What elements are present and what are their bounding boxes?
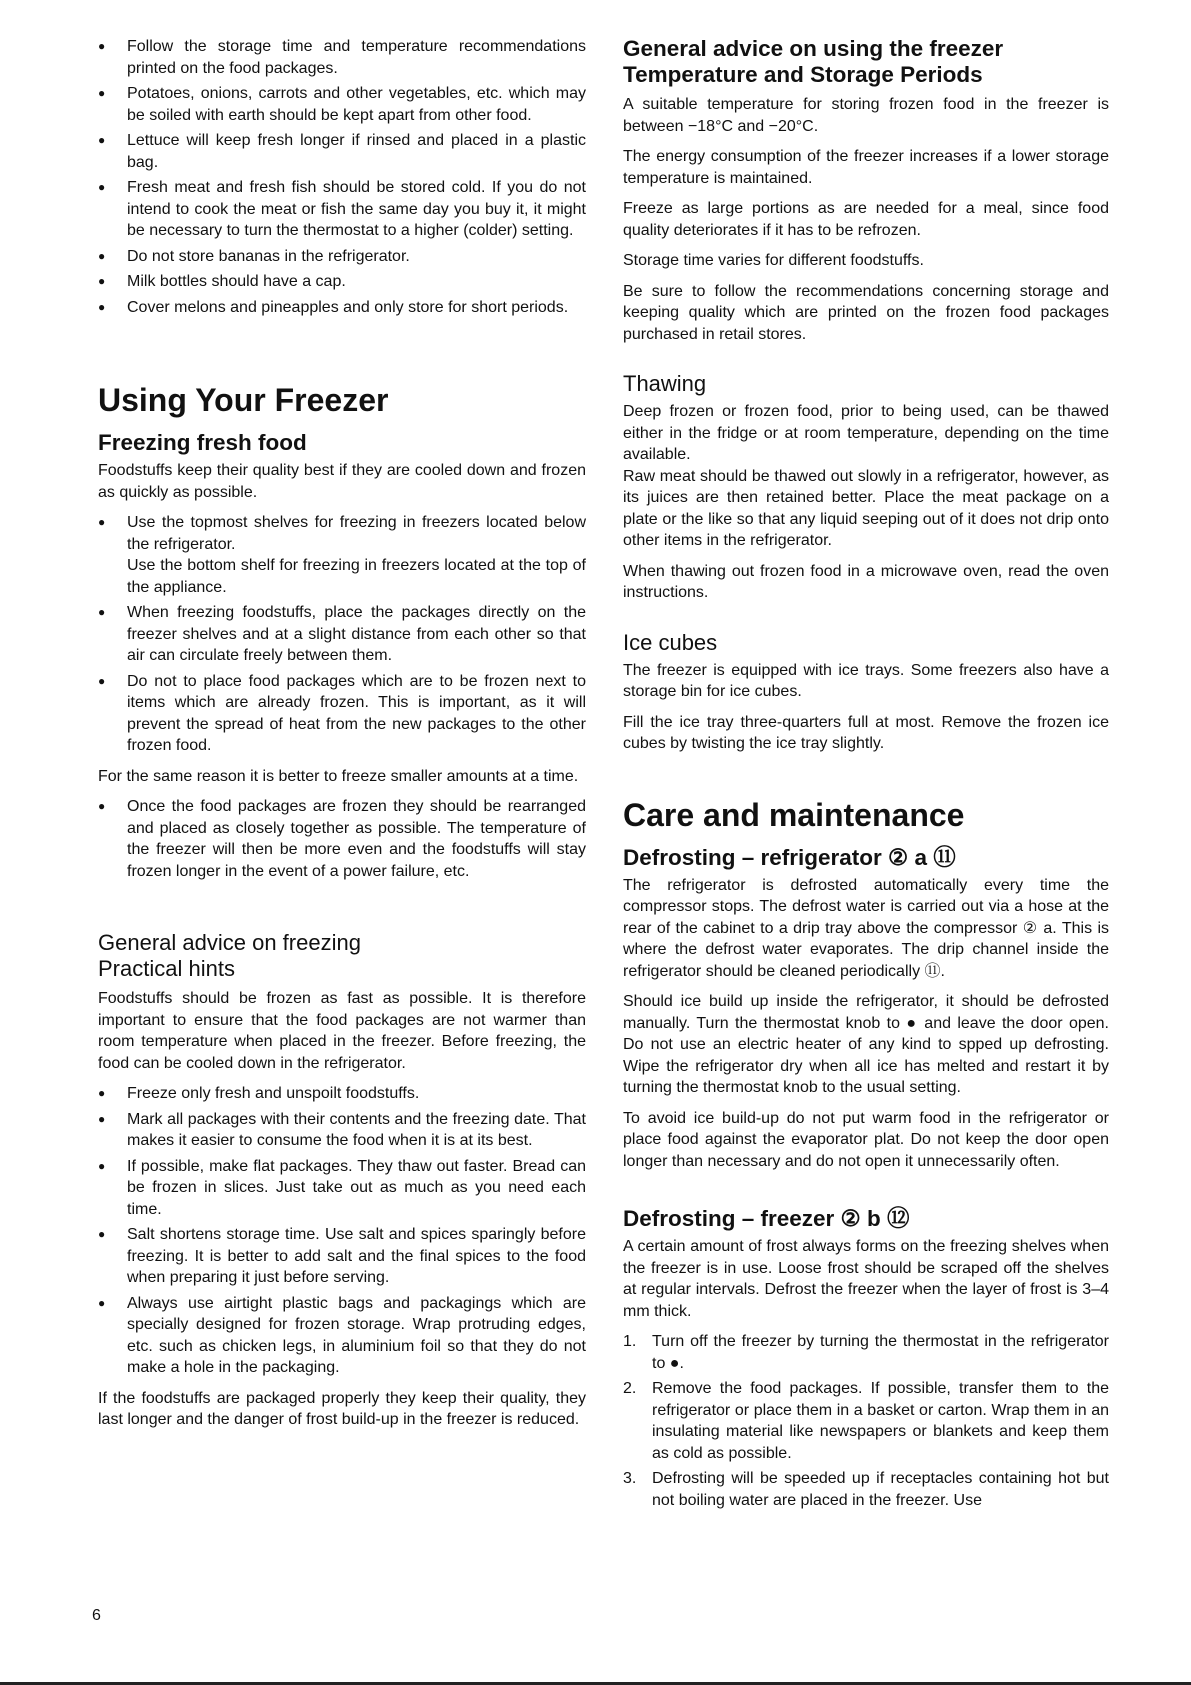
list-item: ● Mark all packages with their contents and the freezing date. That makes it easier to consume the food when it is at its best.	[98, 1109, 586, 1152]
paragraph: Be sure to follow the recommendations concerning storage and keeping quality which are printed on the frozen food packages purchased in retail stores.	[623, 282, 1109, 343]
heading-defrosting-refrigerator: Defrosting – refrigerator ② a ⑪	[623, 844, 956, 870]
list-item: ● Do not store bananas in the refrigerator.	[98, 246, 586, 268]
section-title-care-maintenance: Care and maintenance	[623, 796, 965, 833]
defrost-freezer-intro: A certain amount of frost always forms on the freezing shelves when the freezer is in use. Loose frost should be scraped off the shelves at regular intervals. Defrost the freezer when the layer of frost is 3–4 mm thick.	[623, 1238, 1109, 1320]
step-text: Remove the food packages. If possible, transfer them to the refrigerator or place them in a basket or carton. Wrap them in an insulating material like newspapers or blankets and keep them as cold as possible.	[652, 1380, 1109, 1462]
freezing-fresh-list-2	[98, 796, 586, 882]
paragraph: Should ice build up inside the refrigerator, it should be defrosted manually. Turn the thermostat knob to ● and leave the door open. Do not use an electric heater of any kind to spped up defrosting. Wipe the refrigerator dry when all ice has melted and restart it by turning the thermostat knob to the usual setting.	[623, 993, 1109, 1096]
paragraph: The energy consumption of the freezer increases if a lower storage temperature is maintained.	[623, 148, 1109, 187]
heading-general-advice-freezing: General advice on freezing	[98, 930, 361, 955]
list-item: ● Do not to place food packages which are to be frozen next to items which are already frozen. This is important, as it will prevent the spread of heat from the new packages to the other frozen food.	[98, 671, 586, 757]
list-item: ● Salt shortens storage time. Use salt and spices sparingly before freezing. It is better to add salt and the final spices to the food when preparing it just before serving.	[98, 1224, 586, 1289]
section-title-using-freezer: Using Your Freezer	[98, 382, 389, 418]
freezing-fresh-list	[98, 512, 586, 757]
heading-freezing-fresh-food: Freezing fresh food	[98, 430, 307, 455]
list-item: ● Freeze only fresh and unspoilt foodstuffs.	[98, 1083, 586, 1105]
list-item: ● Always use airtight plastic bags and packagings which are specially designed for frozen storage. Wrap protruding edges, etc. such as chicken legs, in aluminium foil so that they do not make a hole in the packaging.	[98, 1293, 586, 1379]
list-item: ● Milk bottles should have a cap.	[98, 271, 586, 293]
thawing-para-2: Raw meat should be thawed out slowly in a refrigerator, however, as its juices are then retained better. Place the meat package on a plate or the like so that any liquid seeping out of it does not drip onto other items in the refrigerator.	[623, 467, 1109, 549]
heading-practical-hints: Practical hints	[98, 956, 235, 981]
list-item: ● Potatoes, onions, carrots and other vegetables, etc. which may be soiled with earth should be kept apart from other food.	[98, 83, 586, 126]
list-item-continuation: Use the bottom shelf for freezing in freezers located at the top of the appliance.	[127, 557, 586, 596]
list-item	[98, 512, 586, 598]
freezing-fresh-intro: Foodstuffs keep their quality best if they are cooled down and frozen as quickly as possible.	[98, 462, 586, 501]
heading-ice-cubes: Ice cubes	[623, 629, 718, 655]
list-item: ● Once the food packages are frozen they should be rearranged and placed as closely together as possible. The temperature of the freezer will then be more even and the foodstuffs will stay frozen longer in the event of a power failure, etc.	[98, 796, 586, 882]
list-item: ● Follow the storage time and temperature recommendations printed on the food packages.	[98, 36, 586, 79]
step-number: 1.	[623, 1333, 637, 1350]
paragraph: The refrigerator is defrosted automatically every time the compressor stops. The defrost water is carried out via a hose at the rear of the cabinet to a drip tray above the compressor ② a. This is where the defrost water evaporates. The drip channel inside the refrigerator should be cleaned periodically ⑪.	[623, 876, 1109, 980]
step-item	[623, 1331, 1109, 1374]
ice-cubes-para-1: The freezer is equipped with ice trays. Some freezers also have a storage bin for ice cubes.	[623, 661, 1109, 700]
paragraph: Storage time varies for different foodstuffs.	[623, 252, 924, 269]
step-text: Defrosting will be speeded up if receptacles containing hot but not boiling water are placed in the freezer. Use	[652, 1470, 1109, 1509]
right-column	[623, 36, 1109, 1520]
ice-cubes-para-2: Fill the ice tray three-quarters full at most. Remove the frozen ice cubes by twisting the ice tray slightly.	[623, 713, 1109, 752]
page-number: 6	[92, 1607, 101, 1624]
paragraph: To avoid ice build-up do not put warm food in the refrigerator or place food against the evaporator plat. Do not keep the door open longer than necessary and do not open it unnecessarily often.	[623, 1109, 1109, 1170]
heading-defrosting-freezer: Defrosting – freezer ② b ⑫	[623, 1206, 910, 1231]
general-freezing-outro: If the foodstuffs are packaged properly they keep their quality, they last longer and the danger of frost build-up in the freezer is reduced.	[98, 1389, 586, 1428]
list-item-text: Use the topmost shelves for freezing in freezers located below the refrigerator.	[127, 514, 586, 553]
freezing-fresh-mid-para: For the same reason it is better to freeze smaller amounts at a time.	[98, 767, 579, 785]
defrost-freezer-steps	[623, 1331, 1109, 1511]
left-column	[98, 36, 586, 1440]
heading-general-advice-freezer: General advice on using the freezer	[623, 36, 1004, 61]
heading-thawing: Thawing	[623, 371, 707, 396]
step-item	[623, 1378, 1109, 1464]
list-item: ● Fresh meat and fresh fish should be stored cold. If you do not intend to cook the meat or fish the same day you buy it, it might be necessary to turn the thermostat to a higher (colder) setting.	[98, 177, 586, 242]
thawing-para-1: Deep frozen or frozen food, prior to being used, can be thawed either in the fridge or at room temperature, depending on the time available.	[623, 403, 1109, 463]
general-freezing-intro: Foodstuffs should be frozen as fast as possible. It is therefore important to ensure that the food packages are not warmer than room temperature when placed in the freezer. Before freezing, the food can be cooled down in the refrigerator.	[98, 990, 586, 1072]
list-item: ● Lettuce will keep fresh longer if rinsed and placed in a plastic bag.	[98, 130, 586, 173]
list-item: ● When freezing foodstuffs, place the packages directly on the freezer shelves and at a slight distance from each other so that air can circulate freely between them.	[98, 602, 586, 667]
step-number: 2.	[623, 1380, 637, 1397]
heading-temperature-storage: Temperature and Storage Periods	[623, 62, 983, 87]
paragraph: Freeze as large portions as are needed for a meal, since food quality deteriorates if it has to be refrozen.	[623, 200, 1109, 239]
list-item: ● Cover melons and pineapples and only store for short periods.	[98, 297, 586, 319]
thawing-para-3: When thawing out frozen food in a microwave oven, read the oven instructions.	[623, 562, 1109, 601]
step-number: 3.	[623, 1470, 637, 1487]
practical-hints-list	[98, 1083, 586, 1379]
step-item	[623, 1468, 1109, 1511]
storage-tips-list	[98, 36, 586, 318]
paragraph: A suitable temperature for storing frozen food in the freezer is between −18°C and −20°C.	[623, 96, 1109, 135]
list-item: ● If possible, make flat packages. They thaw out faster. Bread can be frozen in slices. Just take out as much as you need each time.	[98, 1156, 586, 1221]
step-text: Turn off the freezer by turning the thermostat in the refrigerator to ●.	[652, 1333, 1109, 1372]
